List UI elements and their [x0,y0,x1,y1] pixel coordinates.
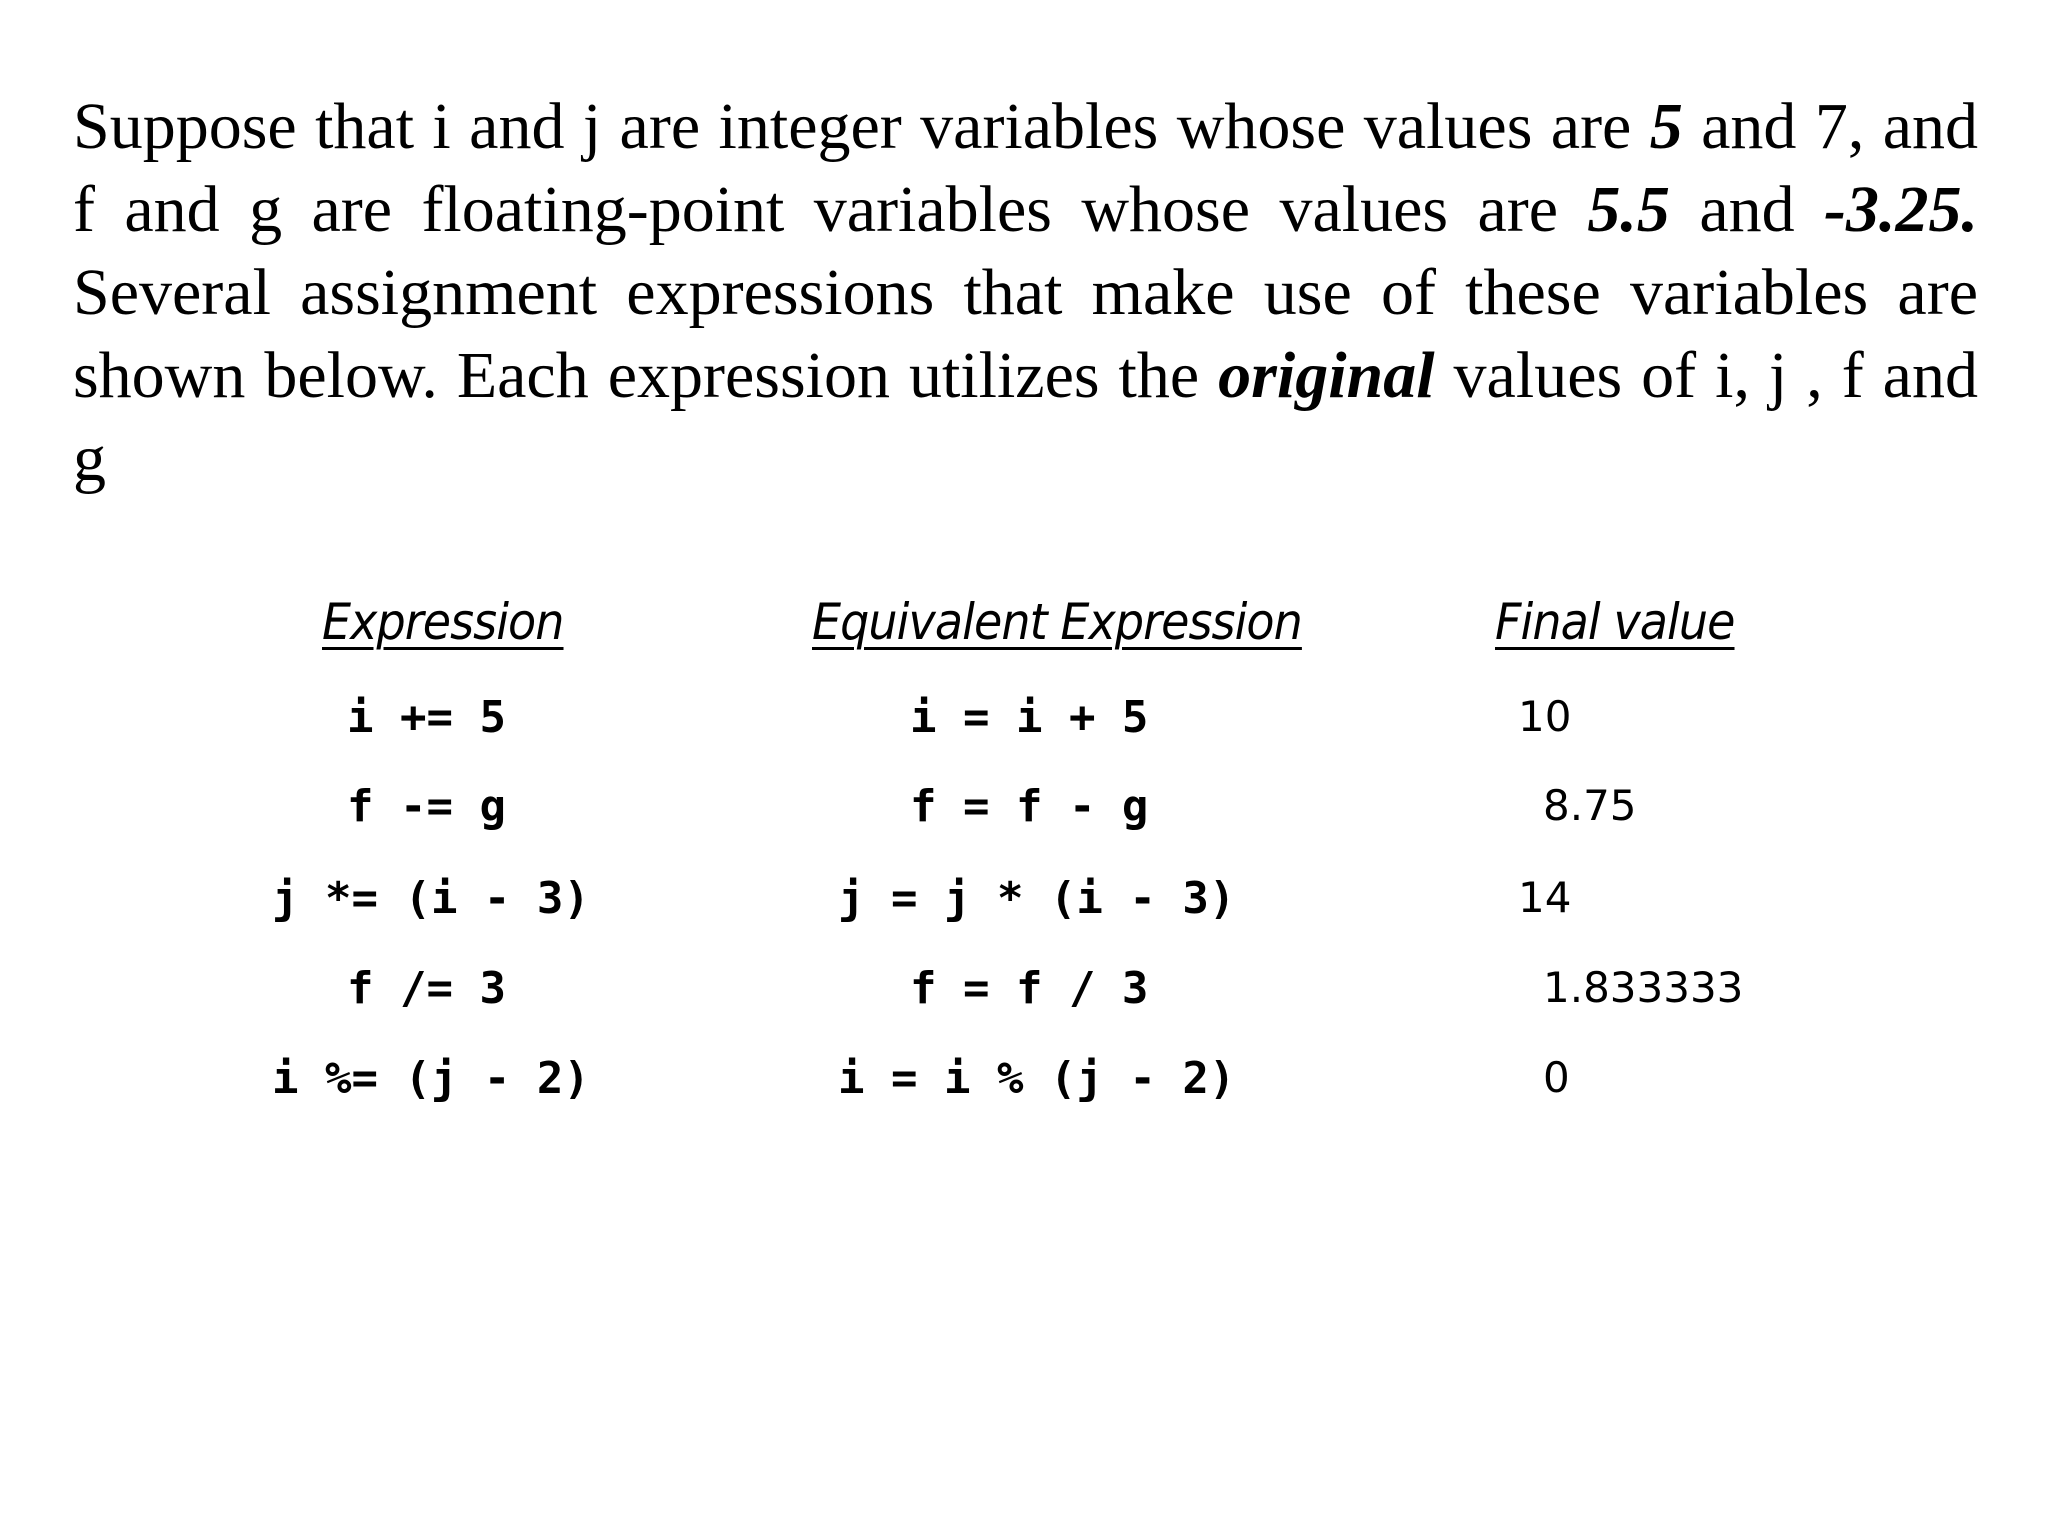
intro-value-g: -3.25. [1824,173,1979,246]
intro-emphasis-original: original [1218,339,1435,412]
row-1-equivalent: i = i + 5 [910,692,1149,743]
intro-value-i: 5 [1649,90,1683,163]
row-3-final: 14 [1518,873,1572,922]
row-4-expression: f /= 3 [347,963,506,1014]
intro-value-f: 5.5 [1587,173,1670,246]
intro-text-1: Suppose that i and j are integer variables whose values are [73,90,1650,163]
row-3-equivalent: j = j * (i - 3) [838,873,1236,924]
row-2-equivalent: f = f - g [910,781,1149,832]
row-5-expression: i %= (j - 2) [272,1053,590,1104]
row-2-expression: f -= g [347,781,506,832]
row-3-expression: j *= (i - 3) [272,873,590,924]
row-5-equivalent: i = i % (j - 2) [838,1053,1236,1104]
row-5-final: 0 [1543,1053,1570,1102]
header-final-value: Final value [1495,593,1735,651]
row-1-expression: i += 5 [347,692,506,743]
intro-text-5: values of i, j , f and g [73,339,1978,495]
row-4-final: 1.833333 [1543,963,1744,1012]
row-2-final: 8.75 [1543,781,1637,830]
intro-text-4: Several assignment expressions that make use of these variables are shown below. Each expression utilizes the [73,256,1978,412]
row-4-equivalent: f = f / 3 [910,963,1149,1014]
intro-text-2: and 7, and f and g are floating-point variables whose values are [73,90,1979,246]
header-equivalent-expression: Equivalent Expression [812,593,1302,651]
intro-text-3: and [1669,173,1825,246]
header-expression: Expression [322,593,564,651]
row-1-final: 10 [1518,692,1572,741]
